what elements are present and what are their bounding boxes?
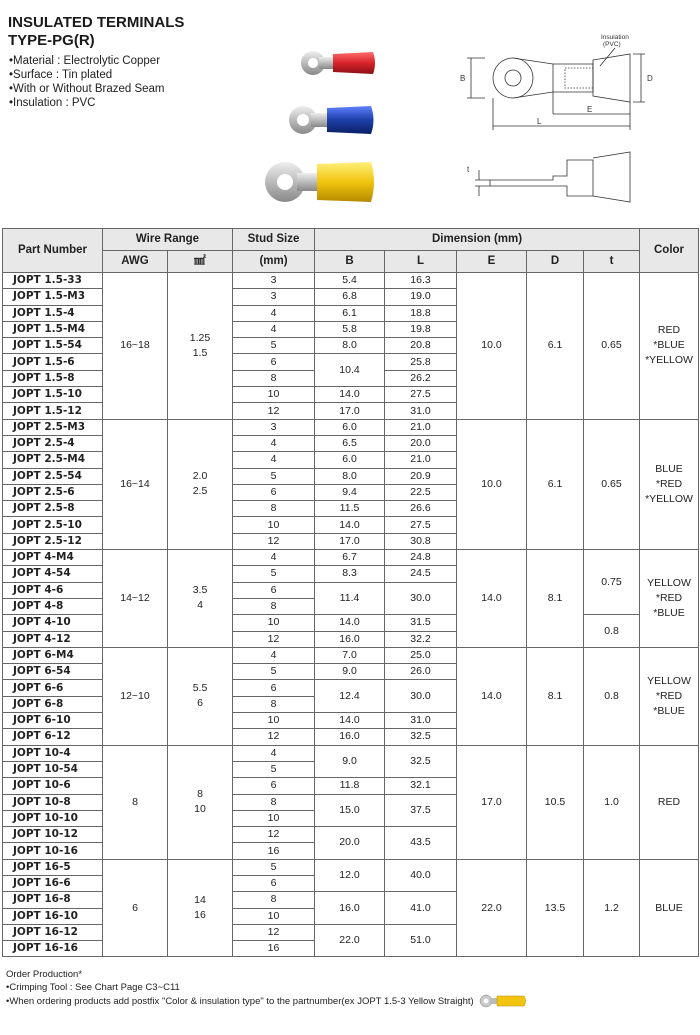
l-cell: 25.0 [385,647,457,663]
part-number: JOPT 2.5-10 [3,517,103,533]
l-cell: 51.0 [385,924,457,957]
b-cell: 12.4 [315,680,385,713]
insulation-sub-label: (PVC) [603,41,621,48]
part-number: JOPT 10-16 [3,843,103,859]
l-cell: 25.8 [385,354,457,370]
part-number: JOPT 6-10 [3,713,103,729]
table-row [3,745,699,761]
awg-cell: 12~10 [103,647,168,745]
part-number: JOPT 10-6 [3,778,103,794]
l-cell: 41.0 [385,892,457,925]
spec-surface: • Surface : Tin plated [9,68,165,82]
b-cell: 11.4 [315,582,385,615]
b-cell: 11.8 [315,778,385,794]
part-number: JOPT 10-4 [3,745,103,761]
header-l: L [385,251,457,273]
stud-cell: 12 [233,631,315,647]
blue-terminal-photo [289,106,374,134]
mm2-cell: 8 10 [168,745,233,859]
l-cell: 22.5 [385,484,457,500]
color-cell: RED [640,745,699,859]
e-cell: 14.0 [457,647,527,745]
part-number: JOPT 4-10 [3,615,103,631]
stud-cell: 4 [233,321,315,337]
color-cell: BLUE *RED *YELLOW [640,419,699,549]
color-cell: BLUE [640,859,699,957]
stud-cell: 10 [233,387,315,403]
b-cell: 14.0 [315,517,385,533]
spec-insulation: • Insulation : PVC [9,96,165,110]
t-cell: 0.75 [584,550,640,615]
b-cell: 17.0 [315,403,385,419]
l-cell: 20.0 [385,435,457,451]
e-cell: 17.0 [457,745,527,859]
crimping-tool-note: • Crimping Tool : See Chart Page C3~C11 [6,981,528,994]
l-cell: 30.0 [385,582,457,615]
d-cell: 8.1 [527,550,584,648]
b-cell: 11.5 [315,501,385,517]
b-cell: 17.0 [315,533,385,549]
d-cell: 6.1 [527,419,584,549]
b-cell: 14.0 [315,615,385,631]
part-number: JOPT 1.5-10 [3,387,103,403]
b-cell: 20.0 [315,827,385,860]
b-cell: 16.0 [315,892,385,925]
stud-cell: 8 [233,696,315,712]
d-cell: 6.1 [527,273,584,420]
l-cell: 27.5 [385,517,457,533]
mm2-cell: 3.5 4 [168,550,233,648]
l-cell: 26.6 [385,501,457,517]
table-row [3,647,699,663]
part-number: JOPT 1.5-8 [3,370,103,386]
l-cell: 32.5 [385,745,457,778]
b-cell: 22.0 [315,924,385,957]
b-cell: 5.8 [315,321,385,337]
b-cell: 8.0 [315,468,385,484]
e-cell: 22.0 [457,859,527,957]
b-cell: 9.0 [315,664,385,680]
part-number: JOPT 4-M4 [3,550,103,566]
part-number: JOPT 1.5-12 [3,403,103,419]
part-number: JOPT 1.5-4 [3,305,103,321]
b-cell: 6.0 [315,419,385,435]
e-cell: 10.0 [457,419,527,549]
part-number: JOPT 16-16 [3,941,103,957]
b-cell: 6.1 [315,305,385,321]
color-cell: YELLOW *RED *BLUE [640,550,699,648]
stud-cell: 4 [233,305,315,321]
table-row [3,859,699,875]
stud-cell: 6 [233,582,315,598]
part-number: JOPT 1.5-54 [3,338,103,354]
t-cell: 1.0 [584,745,640,859]
stud-cell: 5 [233,761,315,777]
stud-cell: 12 [233,403,315,419]
dim-d-label: D [647,74,653,83]
stud-cell: 6 [233,778,315,794]
mm2-cell: 1.25 1.5 [168,273,233,420]
stud-cell: 5 [233,859,315,875]
l-cell: 31.0 [385,713,457,729]
b-cell: 14.0 [315,713,385,729]
part-number: JOPT 1.5-M4 [3,321,103,337]
stud-cell: 5 [233,468,315,484]
part-number: JOPT 16-8 [3,892,103,908]
t-cell: 0.8 [584,615,640,648]
part-number: JOPT 2.5-12 [3,533,103,549]
b-cell: 8.3 [315,566,385,582]
stud-cell: 10 [233,908,315,924]
part-number: JOPT 4-6 [3,582,103,598]
b-cell: 15.0 [315,794,385,827]
part-number: JOPT 4-12 [3,631,103,647]
header-dimension: Dimension (mm) [315,229,640,251]
order-notes [6,968,528,1008]
l-cell: 24.5 [385,566,457,582]
b-cell: 8.0 [315,338,385,354]
part-number: JOPT 4-8 [3,598,103,614]
table-row [3,550,699,566]
part-number: JOPT 2.5-M3 [3,419,103,435]
part-number: JOPT 10-54 [3,761,103,777]
l-cell: 37.5 [385,794,457,827]
part-number: JOPT 2.5-4 [3,435,103,451]
part-number: JOPT 10-8 [3,794,103,810]
part-number: JOPT 2.5-54 [3,468,103,484]
ordering-note: • When ordering products add postfix "Color & insulation type" to the partnumber(ex JOPT 1.5-3 Yellow Straight) [6,995,474,1008]
page-title [8,14,184,50]
stud-cell: 16 [233,941,315,957]
b-cell: 16.0 [315,729,385,745]
b-cell: 6.8 [315,289,385,305]
l-cell: 24.8 [385,550,457,566]
yellow-terminal-icon [478,994,528,1008]
stud-cell: 8 [233,892,315,908]
spec-material: • Material : Electrolytic Copper [9,54,165,68]
stud-cell: 8 [233,598,315,614]
header-stud-unit: (mm) [233,251,315,273]
color-cell: YELLOW *RED *BLUE [640,647,699,745]
l-cell: 21.0 [385,419,457,435]
spec-list [9,54,165,110]
stud-cell: 5 [233,566,315,582]
b-cell: 14.0 [315,387,385,403]
header-wire-range: Wire Range [103,229,233,251]
l-cell: 26.0 [385,664,457,680]
stud-cell: 10 [233,517,315,533]
terminal-photos [255,40,400,210]
stud-cell: 4 [233,745,315,761]
header-stud-size: Stud Size [233,229,315,251]
mm2-cell: 14 16 [168,859,233,957]
part-number: JOPT 1.5-33 [3,273,103,289]
e-cell: 10.0 [457,273,527,420]
l-cell: 18.8 [385,305,457,321]
stud-cell: 3 [233,289,315,305]
l-cell: 32.1 [385,778,457,794]
t-cell: 0.65 [584,273,640,420]
t-cell: 1.2 [584,859,640,957]
header-color: Color [640,229,699,273]
part-number: JOPT 10-12 [3,827,103,843]
awg-cell: 16~18 [103,273,168,420]
stud-cell: 4 [233,452,315,468]
b-cell: 6.5 [315,435,385,451]
dim-e-label: E [587,105,593,114]
part-number: JOPT 6-M4 [3,647,103,663]
stud-cell: 6 [233,484,315,500]
t-cell: 0.65 [584,419,640,549]
header-b: B [315,251,385,273]
stud-cell: 8 [233,794,315,810]
b-cell: 6.0 [315,452,385,468]
awg-cell: 14~12 [103,550,168,648]
part-number: JOPT 2.5-8 [3,501,103,517]
part-number: JOPT 16-6 [3,875,103,891]
l-cell: 27.5 [385,387,457,403]
header-t: t [584,251,640,273]
part-number: JOPT 4-54 [3,566,103,582]
dim-l-label: L [537,117,542,126]
red-terminal-photo [301,51,375,75]
color-cell: RED *BLUE *YELLOW [640,273,699,420]
l-cell: 20.8 [385,338,457,354]
part-number: JOPT 10-10 [3,810,103,826]
header-e: E [457,251,527,273]
b-cell: 10.4 [315,354,385,387]
dim-b-label: B [460,74,466,83]
part-number: JOPT 2.5-6 [3,484,103,500]
header-awg: AWG [103,251,168,273]
part-number: JOPT 16-12 [3,924,103,940]
dimension-drawing [455,30,690,210]
l-cell: 26.2 [385,370,457,386]
e-cell: 14.0 [457,550,527,648]
table-row [3,419,699,435]
stud-cell: 5 [233,338,315,354]
header-part-number: Part Number [3,229,103,273]
stud-cell: 8 [233,501,315,517]
stud-cell: 6 [233,875,315,891]
part-number: JOPT 1.5-6 [3,354,103,370]
title-line-2: TYPE-PG(R) [8,32,95,49]
d-cell: 13.5 [527,859,584,957]
b-cell: 16.0 [315,631,385,647]
dim-t-label: t [467,165,470,174]
part-number: JOPT 16-5 [3,859,103,875]
stud-cell: 10 [233,615,315,631]
l-cell: 43.5 [385,827,457,860]
l-cell: 30.0 [385,680,457,713]
t-cell: 0.8 [584,647,640,745]
l-cell: 21.0 [385,452,457,468]
l-cell: 40.0 [385,859,457,892]
b-cell: 12.0 [315,859,385,892]
insulation-label: Insulation [601,34,629,41]
awg-cell: 8 [103,745,168,859]
part-number: JOPT 6-6 [3,680,103,696]
stud-cell: 10 [233,810,315,826]
part-number: JOPT 2.5-M4 [3,452,103,468]
stud-cell: 4 [233,550,315,566]
stud-cell: 6 [233,680,315,696]
stud-cell: 12 [233,533,315,549]
l-cell: 32.5 [385,729,457,745]
b-cell: 9.4 [315,484,385,500]
title-line-1: INSULATED TERMINALS [8,14,185,31]
l-cell: 19.8 [385,321,457,337]
b-cell: 7.0 [315,647,385,663]
header-mm2: ㎟ [168,251,233,273]
l-cell: 32.2 [385,631,457,647]
table-row [3,273,699,289]
part-number: JOPT 6-12 [3,729,103,745]
stud-cell: 6 [233,354,315,370]
mm2-cell: 5.5 6 [168,647,233,745]
spec-seam: • With or Without Brazed Seam [9,82,165,96]
l-cell: 30.8 [385,533,457,549]
stud-cell: 5 [233,664,315,680]
mm2-cell: 2.0 2.5 [168,419,233,549]
l-cell: 31.5 [385,615,457,631]
l-cell: 16.3 [385,273,457,289]
awg-cell: 6 [103,859,168,957]
part-number: JOPT 6-8 [3,696,103,712]
b-cell: 6.7 [315,550,385,566]
l-cell: 31.0 [385,403,457,419]
stud-cell: 8 [233,370,315,386]
part-number: JOPT 6-54 [3,664,103,680]
part-number: JOPT 1.5-M3 [3,289,103,305]
header-d: D [527,251,584,273]
stud-cell: 12 [233,827,315,843]
awg-cell: 16~14 [103,419,168,549]
stud-cell: 4 [233,647,315,663]
stud-cell: 12 [233,924,315,940]
b-cell: 5.4 [315,273,385,289]
d-cell: 8.1 [527,647,584,745]
part-number: JOPT 16-10 [3,908,103,924]
stud-cell: 12 [233,729,315,745]
l-cell: 19.0 [385,289,457,305]
stud-cell: 4 [233,435,315,451]
yellow-terminal-photo [265,162,374,202]
stud-cell: 3 [233,419,315,435]
d-cell: 10.5 [527,745,584,859]
terminals-table [2,228,699,957]
order-heading: Order Production* [6,969,83,980]
stud-cell: 16 [233,843,315,859]
stud-cell: 3 [233,273,315,289]
b-cell: 9.0 [315,745,385,778]
stud-cell: 10 [233,713,315,729]
l-cell: 20.9 [385,468,457,484]
